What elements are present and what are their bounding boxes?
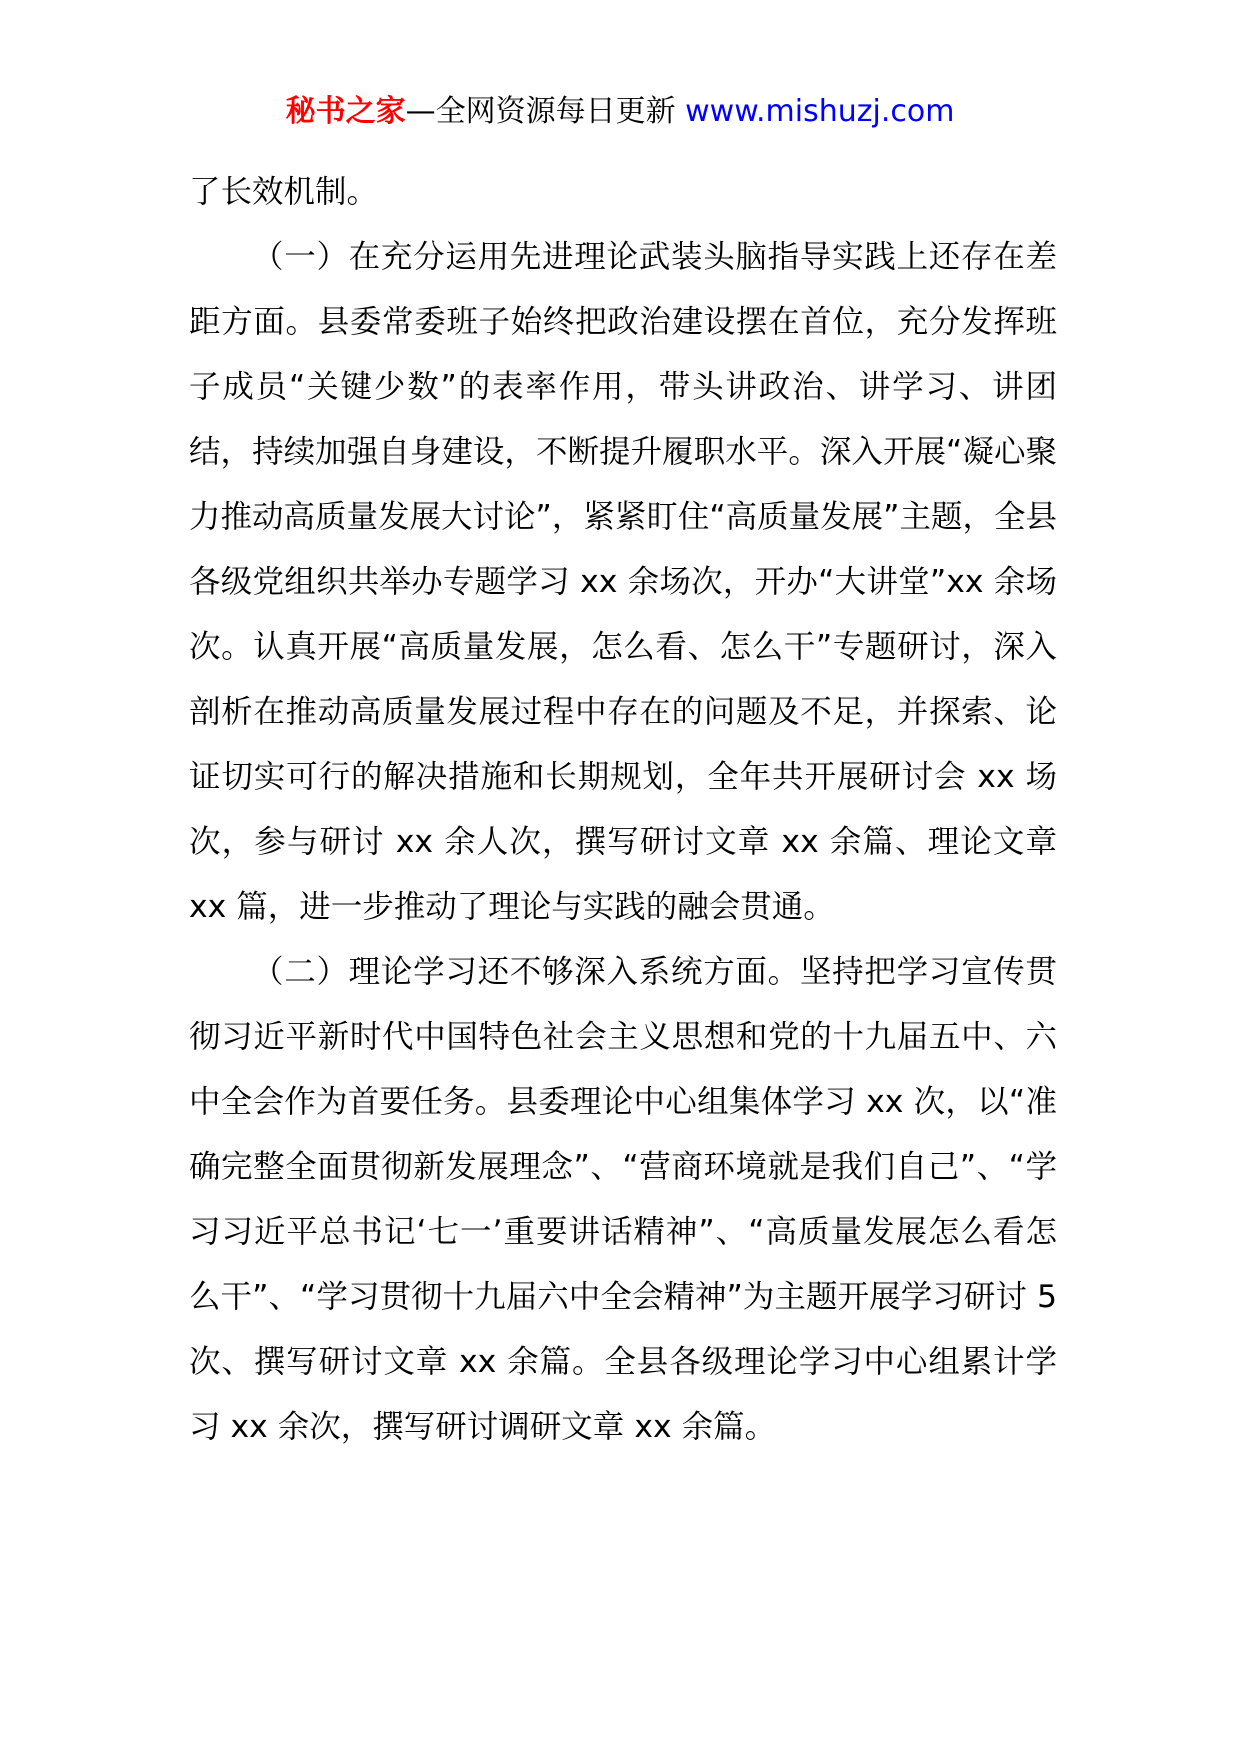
header-tagline: —全网资源每日更新 — [405, 94, 676, 129]
paragraph-continuation: 了长效机制。 — [189, 174, 379, 210]
paragraph-section-two: （二）理论学习还不够深入系统方面。坚持把学习宣传贯彻习近平新时代中国特色社会主义思想和党的十九届五中、六中全会作为首要任务。县委理论中心组集体学习 xx 次，以“准确完整全面贯彻新发展理念”、“营商环境就是我们自己”、“学习习近平总书记‘七一’重要讲话精神”、“高质量发展怎么看怎么干”、“学习贯彻十九届六中全会精神”为主题开展学习研讨 5 次、撰写研讨文章 xx 余篇。全县各级理论学习中心组累计学习 xx 余次，撰写研讨调研文章 xx 余篇。 — [189, 954, 1057, 1445]
website-url[interactable]: www.mishuzj.com — [685, 94, 955, 129]
paragraph-section-one: （一）在充分运用先进理论武装头脑指导实践上还存在差距方面。县委常委班子始终把政治建设摆在首位，充分发挥班子成员“关键少数”的表率作用，带头讲政治、讲学习、讲团结，持续加强自身建设，不断提升履职水平。深入开展“凝心聚力推动高质量发展大讨论”，紧紧盯住“高质量发展”主题，全县各级党组织共举办专题学习 xx 余场次，开办“大讲堂”xx 余场次。认真开展“高质量发展，怎么看、怎么干”专题研讨，深入剖析在推动高质量发展过程中存在的问题及不足，并探索、论证切实可行的解决措施和长期规划，全年共开展研讨会 xx 场次，参与研讨 xx 余人次，撰写研讨文章 xx 余篇、理论文章 xx 篇，进一步推动了理论与实践的融会贯通。 — [189, 239, 1057, 925]
page-header — [0, 92, 1240, 132]
document-body — [189, 160, 1057, 1460]
brand-name: 秘书之家 — [285, 94, 406, 129]
